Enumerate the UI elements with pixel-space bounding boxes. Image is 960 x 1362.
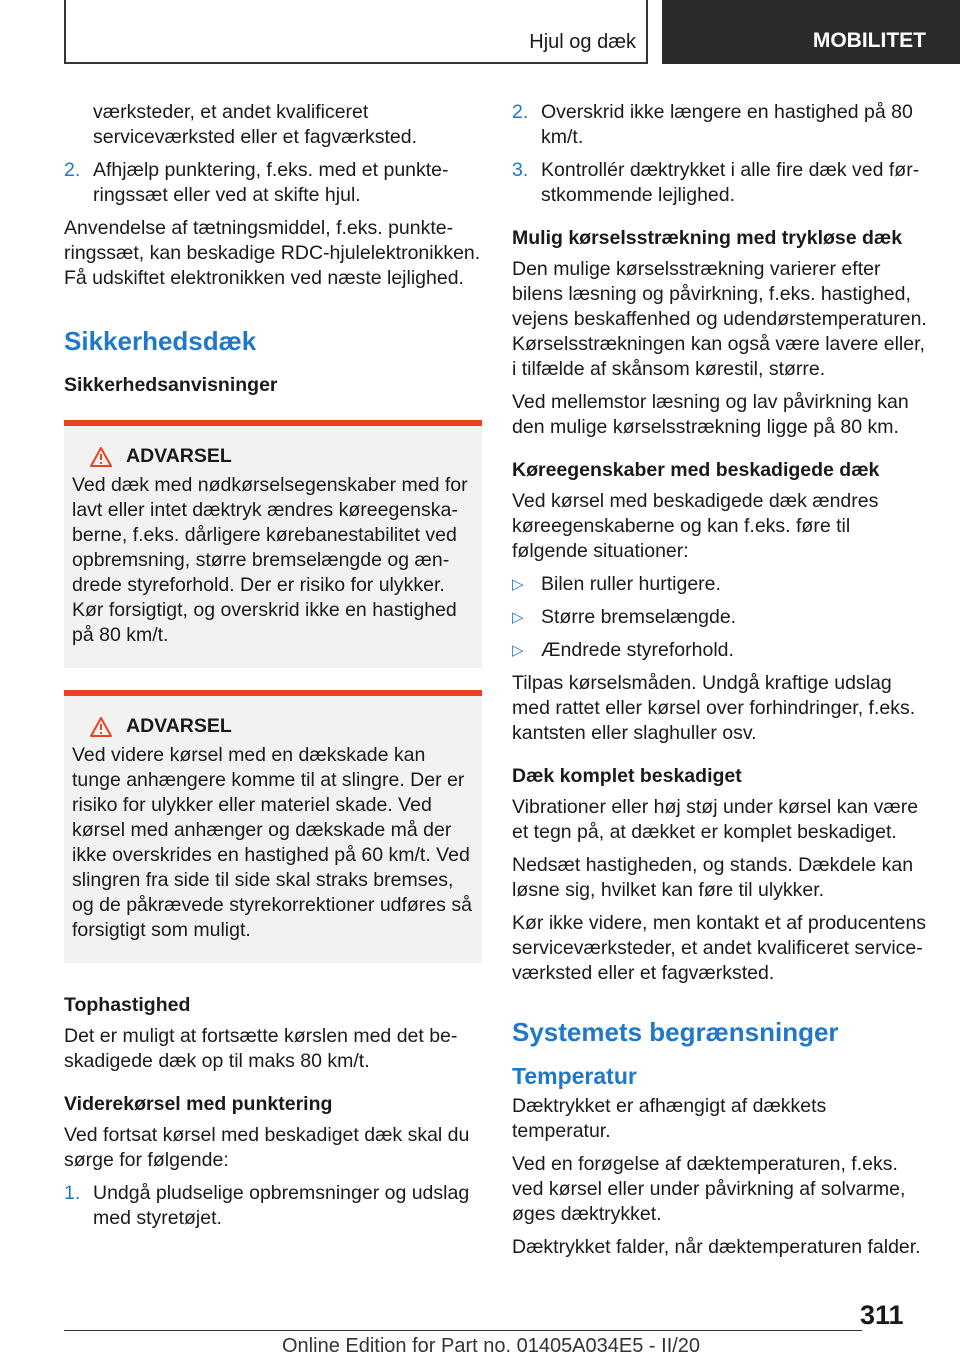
heading-range: Mulig kørselsstrækning med trykløse dæk: [512, 227, 903, 249]
heading-continue-driving: Viderekørsel med punktering: [64, 1093, 333, 1115]
bullet-triangle-icon: ▷: [512, 609, 524, 626]
bullet-text: Større bremselængde.: [541, 606, 737, 628]
warning-header: [72, 444, 472, 469]
paragraph: Anvendelse af tætningsmiddel, f.eks. punkteringssæt, kan beskadige RDC-hjulelektronikken. Få udskiftet elektronikken ved næste lejlighed.: [64, 217, 481, 289]
warning-box: [64, 690, 482, 963]
warning-title: ADVARSEL: [126, 445, 232, 467]
paragraph: Ved en forøgelse af dæktemperaturen, f.eks. ved kørsel eller under påvirkning af solvarme, øges dæktrykket.: [512, 1153, 906, 1225]
list-item-text: Afhjælp punktering, f.eks. med et punkteringssæt eller ved at skifte hjul.: [93, 159, 449, 206]
list-item: [512, 158, 928, 208]
paragraph: Det er muligt at fortsætte kørslen med det beskadigede dæk op til maks 80 km/t.: [64, 1025, 458, 1072]
bullet-item: [512, 638, 928, 663]
list-item: [64, 158, 482, 208]
heading-system-limits: Systemets begrænsninger: [512, 1017, 839, 1047]
list-number: 2.: [512, 101, 529, 123]
list-item-text: Undgå pludselige opbremsninger og udslag med styretøjet.: [93, 1182, 470, 1229]
list-item: [64, 1181, 482, 1231]
bullet-text: Bilen ruller hurtigere.: [541, 573, 721, 595]
paragraph: Ved mellemstor læsning og lav påvirkning kan den mulige kørselsstrækning ligge på 80 km.: [512, 391, 909, 438]
warning-header: [72, 714, 472, 739]
warning-text: Ved videre kørsel med en dækskade kan tunge anhængere komme til at slingre. Der er risiko for ulykker eller materiel skade. Ved kørsel med anhænger og dækskade må der ikke overskrides en hastighed på 60 km/t. Ved slingren fra side til side skal straks bremses, og de påkrævede styrekorrektioner udføres så forsigtigt som muligt.: [72, 744, 472, 941]
footer-divider: [64, 1330, 862, 1331]
paragraph: Ved fortsat kørsel med beskadiget dæk skal du sørge for følgende:: [64, 1124, 470, 1171]
header-section-title: Hjul og dæk: [529, 31, 636, 53]
paragraph: Den mulige kørselsstrækning varierer efter bilens læsning og påvirkning, f.eks. hastighed, vejens beskaffenhed og udendørstemperaturen. Kørselsstrækningen kan også være lavere eller, i tilfælde af skånsom kørestil, større.: [512, 258, 927, 380]
list-number: 3.: [512, 159, 529, 181]
paragraph: Kør ikke videre, men kontakt et af producentens serviceværksteder, et andet kvalificeret serviceværksted eller et fagværksted.: [512, 912, 927, 984]
paragraph: Tilpas kørselsmåden. Undgå kraftige udslag med rattet eller kørsel over forhindringer, f.eks. kantsten eller slaghuller osv.: [512, 672, 916, 744]
warning-box: [64, 420, 482, 668]
list-number: 2.: [64, 159, 81, 181]
right-column: [512, 100, 928, 1268]
warning-triangle-icon: [90, 447, 112, 467]
heading-safety-instructions: Sikkerhedsanvisninger: [64, 374, 278, 396]
left-column: [64, 100, 482, 1239]
bullet-triangle-icon: ▷: [512, 576, 524, 593]
list-number: 1.: [64, 1182, 81, 1204]
paragraph: Ved kørsel med beskadigede dæk ændres køreegenskaberne og kan f.eks. føre til følgende situationer:: [512, 490, 879, 562]
heading-temperature: Temperatur: [512, 1063, 637, 1089]
list-item-text: Overskrid ikke længere en hastighed på 80 km/t.: [541, 101, 913, 148]
bullet-text: Ændrede styreforhold.: [541, 639, 734, 661]
heading-handling: Køreegenskaber med beskadigede dæk: [512, 459, 880, 481]
paragraph: Vibrationer eller høj støj under kørsel kan være et tegn på, at dækket er komplet beskadiget.: [512, 796, 919, 843]
warning-title: ADVARSEL: [126, 715, 232, 737]
list-item-text: Kontrollér dæktrykket i alle fire dæk ved førstkommende lejlighed.: [541, 159, 920, 206]
paragraph: Nedsæt hastigheden, og stands. Dækdele kan løsne sig, hvilket kan føre til ulykker.: [512, 854, 914, 901]
list-item-continued: [64, 100, 482, 150]
heading-safety-tires: Sikkerhedsdæk: [64, 326, 257, 356]
heading-tire-damaged: Dæk komplet beskadiget: [512, 765, 742, 787]
bullet-item: [512, 605, 928, 630]
footer-edition: Online Edition for Part no. 01405A034E5 - II/20: [282, 1335, 701, 1357]
heading-top-speed: Tophastighed: [64, 994, 191, 1016]
page-number: 311: [860, 1300, 904, 1330]
warning-text: Ved dæk med nødkørselsegenskaber med for lavt eller intet dæktryk ændres køreegenskaberne, f.eks. dårligere kørebanestabilitet ved opbremsning, større bremselængde og ændrede styreforhold. Der er risiko for ulykker. Kør forsigtigt, og overskrid ikke en hastighed på 80 km/t.: [72, 474, 468, 646]
paragraph: Dæktrykket er afhængigt af dækkets temperatur.: [512, 1095, 827, 1142]
paragraph: Dæktrykket falder, når dæktemperaturen falder.: [512, 1236, 921, 1258]
header-chapter-tab: MOBILITET: [662, 0, 960, 64]
bullet-item: [512, 572, 928, 597]
bullet-triangle-icon: ▷: [512, 642, 524, 659]
warning-triangle-icon: [90, 717, 112, 737]
list-item: [512, 100, 928, 150]
list-item-text: værksteder, et andet kvalificeret serviceværksted eller et fagværksted.: [93, 101, 418, 148]
